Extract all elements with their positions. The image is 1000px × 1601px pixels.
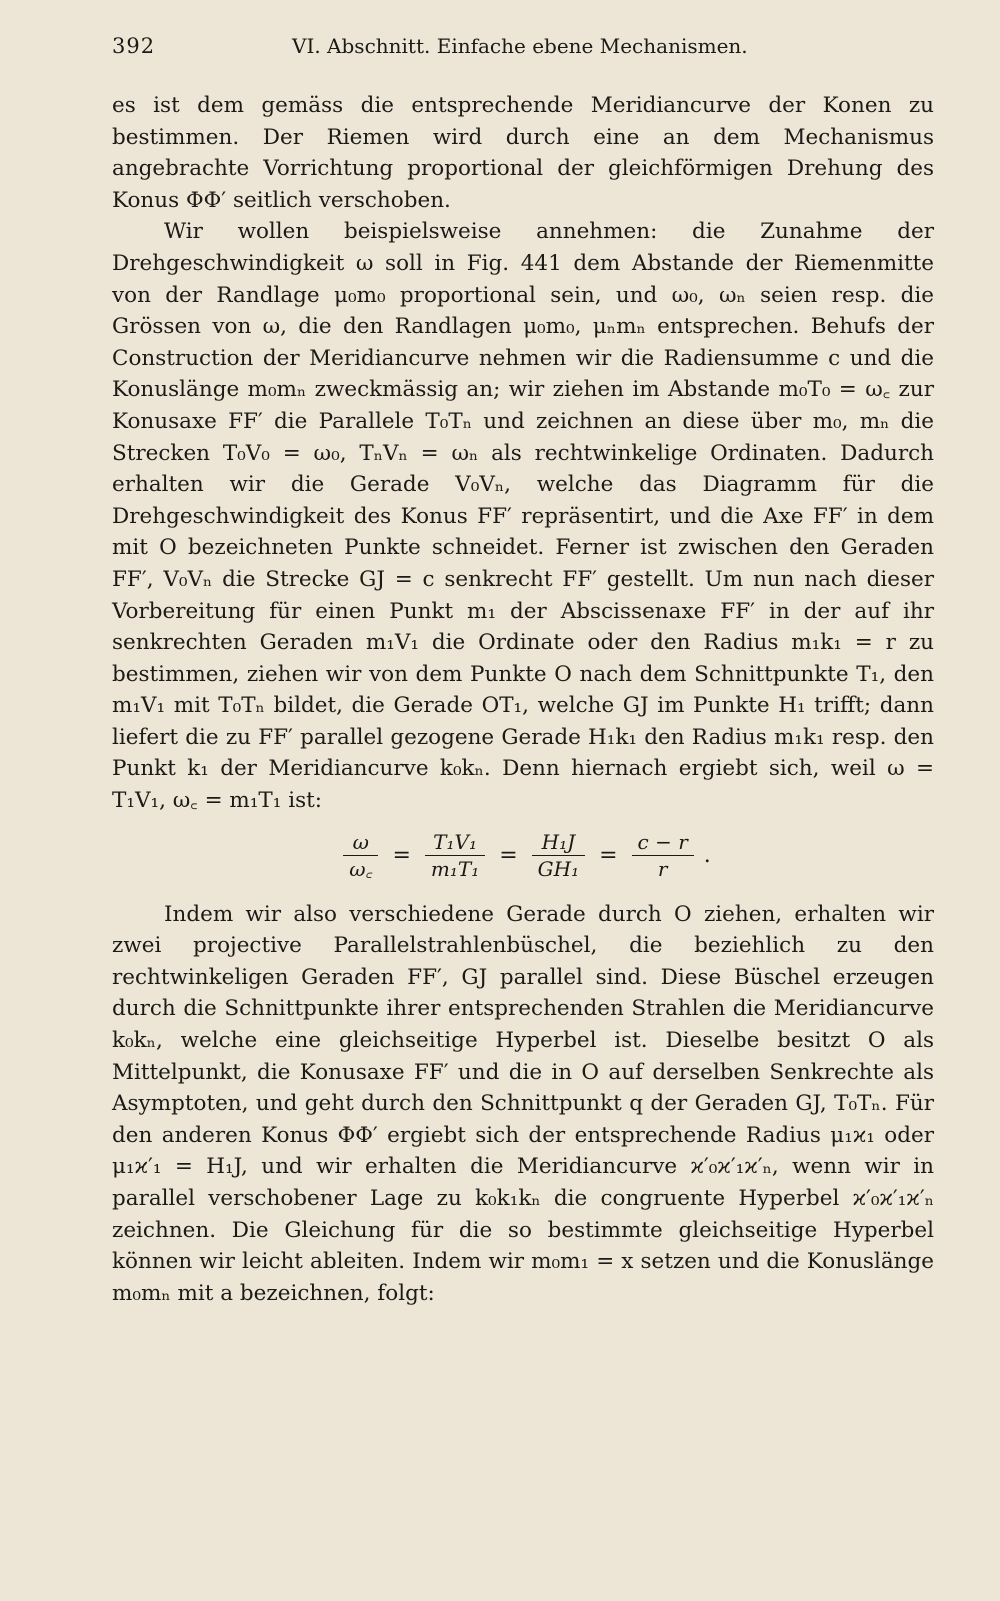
numerator: ω bbox=[352, 829, 369, 854]
fraction-segment-ratio bbox=[425, 829, 485, 882]
formula-terminator: . bbox=[703, 842, 711, 868]
denominator: m₁T₁ bbox=[430, 857, 480, 882]
denominator: ω꜀ bbox=[349, 857, 373, 882]
equals-sign: = bbox=[599, 842, 618, 868]
fraction-omega-ratio bbox=[343, 829, 378, 882]
running-head: VI. Abschnitt. Einfache ebene Mechanismen. bbox=[292, 34, 748, 58]
denominator: GH₁ bbox=[537, 857, 580, 882]
fraction-radius-ratio bbox=[632, 829, 694, 882]
page-header bbox=[112, 34, 932, 68]
denominator: r bbox=[657, 857, 668, 882]
page-body bbox=[112, 90, 934, 1309]
numerator: T₁V₁ bbox=[433, 829, 477, 854]
equals-sign: = bbox=[392, 842, 411, 868]
paragraph-continuation: es ist dem gemäss die entsprechende Meridiancurve der Konen zu bestimmen. Der Riemen wird durch eine an dem Mechanismus angebrachte Vorrichtung proportional der gleichförmigen Drehung des Konus ΦΦ′ seitlich verschoben. bbox=[112, 93, 934, 213]
numerator: H₁J bbox=[541, 829, 576, 854]
fraction-h-ratio bbox=[532, 829, 585, 882]
numerator: c − r bbox=[637, 829, 688, 854]
paragraph-hyperbola: Indem wir also verschiedene Gerade durch O ziehen, erhalten wir zwei projective Parallelstrahlenbüschel, die beziehlich zu den rechtwinkeligen Geraden FF′, GJ parallel sind. Diese Büschel erzeugen durch die Schnittpunkte ihrer entsprechenden Strahlen die Meridiancurve k₀kₙ, welche eine gleichseitige Hyperbel ist. Dieselbe besitzt O als Mittelpunkt, die Konusaxe FF′ und die in O auf derselben Senkrechte als Asymptoten, und geht durch den Schnittpunkt q der Geraden GJ, T₀Tₙ. Für den anderen Konus ΦΦ′ ergiebt sich der entsprechende Radius μ₁ϰ₁ oder μ₁ϰ′₁ = H₁J, und wir erhalten die Meridiancurve ϰ′₀ϰ′₁ϰ′ₙ, wenn wir in parallel verschobener Lage zu k₀k₁kₙ die congruente Hyperbel ϰ′₀ϰ′₁ϰ′ₙ zeichnen. Die Gleichung für die so bestimmte gleichseitige Hyperbel können wir leicht ableiten. Indem wir m₀m₁ = x setzen und die Konuslänge m₀mₙ mit a bezeichnen, folgt: bbox=[112, 901, 934, 1306]
paragraph-construction: Wir wollen beispielsweise annehmen: die Zunahme der Drehgeschwindigkeit ω soll in Fig. 441 dem Abstande der Riemenmitte von der Randlage μ₀m₀ proportional sein, und ω₀, ωₙ seien resp. die Grössen von ω, die den Randlagen μ₀m₀, μₙmₙ entsprechen. Behufs der Construction der Meridiancurve nehmen wir die Radiensumme c und die Konuslänge m₀mₙ zweckmässig an; wir ziehen im Abstande m₀T₀ = ω꜀ zur Konusaxe FF′ die Parallele T₀Tₙ und zeichnen an diese über m₀, mₙ die Strecken T₀V₀ = ω₀, TₙVₙ = ωₙ als rechtwinkelige Ordinaten. Dadurch erhalten wir die Gerade V₀Vₙ, welche das Diagramm für die Drehgeschwindigkeit des Konus FF′ repräsentirt, und die Axe FF′ in dem mit O bezeichneten Punkte schneidet. Ferner ist zwischen den Geraden FF′, V₀Vₙ die Strecke GJ = c senkrecht FF′ gestellt. Um nun nach dieser Vorbereitung für einen Punkt m₁ der Abscissenaxe FF′ in der auf ihr senkrechten Geraden m₁V₁ die Ordinate oder den Radius m₁k₁ = r zu bestimmen, ziehen wir von dem Punkte O nach dem Schnittpunkte T₁, den m₁V₁ mit T₀Tₙ bildet, die Gerade OT₁, welche GJ im Punkte H₁ trifft; dann liefert die zu FF′ parallel gezogene Gerade H₁k₁ den Radius m₁k₁ resp. den Punkt k₁ der Meridiancurve k₀kₙ. Denn hiernach ergiebt sich, weil ω = T₁V₁, ω꜀ = m₁T₁ ist: bbox=[112, 219, 934, 814]
ratio-formula bbox=[112, 821, 934, 891]
equals-sign: = bbox=[499, 842, 518, 868]
page-number: 392 bbox=[112, 34, 156, 58]
